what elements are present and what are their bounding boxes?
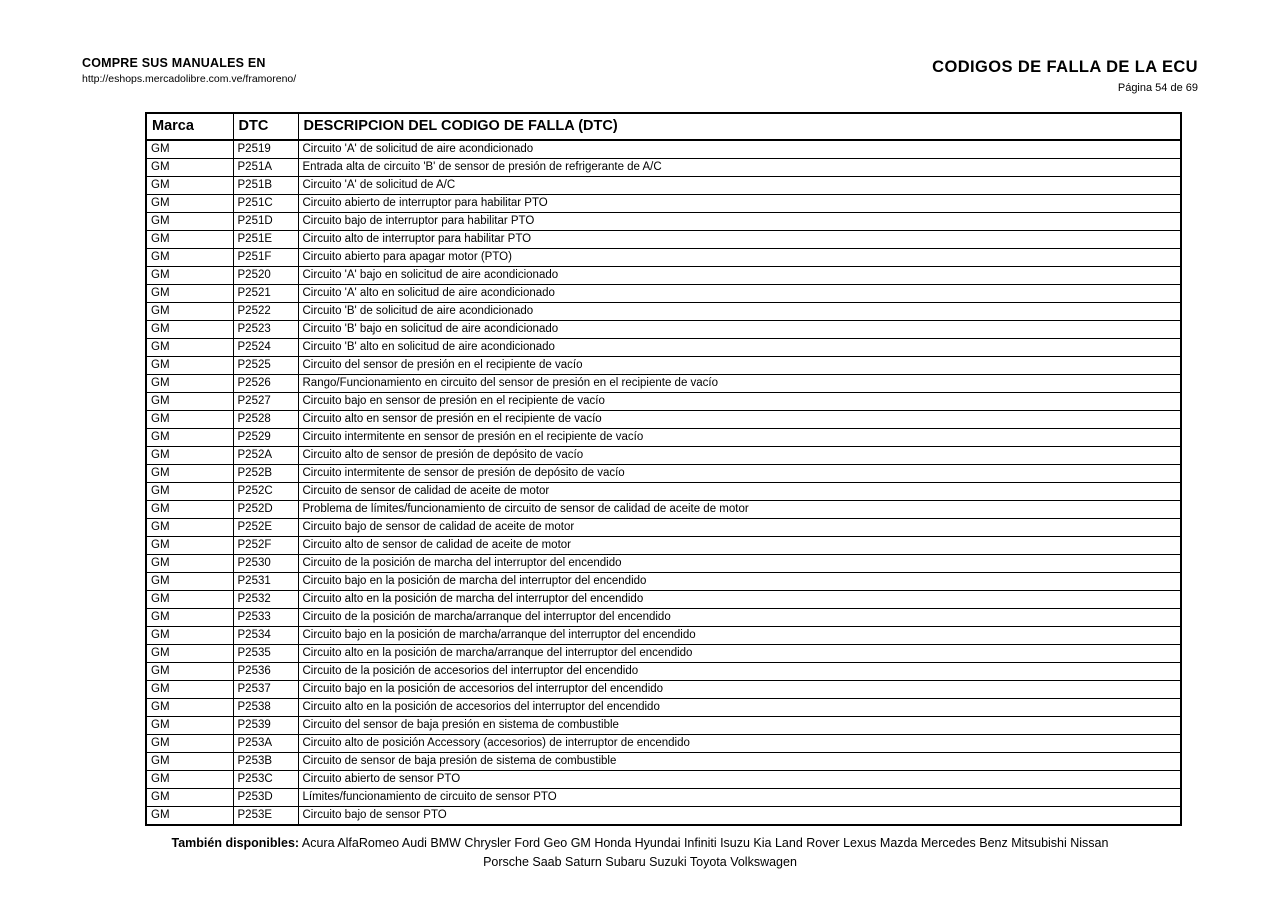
cell-marca: GM xyxy=(146,483,233,501)
column-header-dtc: DTC xyxy=(233,113,298,140)
table-row xyxy=(146,447,1181,465)
cell-dtc: P253B xyxy=(233,753,298,771)
cell-marca: GM xyxy=(146,393,233,411)
cell-dtc: P253E xyxy=(233,807,298,826)
cell-marca: GM xyxy=(146,213,233,231)
cell-dtc: P251A xyxy=(233,159,298,177)
cell-dtc: P2538 xyxy=(233,699,298,717)
cell-descripcion: Circuito de la posición de marcha/arranque del interruptor del encendido xyxy=(298,609,1181,627)
cell-marca: GM xyxy=(146,519,233,537)
cell-dtc: P2534 xyxy=(233,627,298,645)
cell-dtc: P252F xyxy=(233,537,298,555)
cell-dtc: P2533 xyxy=(233,609,298,627)
cell-descripcion: Circuito 'A' de solicitud de A/C xyxy=(298,177,1181,195)
table-row xyxy=(146,591,1181,609)
cell-dtc: P2523 xyxy=(233,321,298,339)
cell-marca: GM xyxy=(146,555,233,573)
cell-marca: GM xyxy=(146,645,233,663)
cell-marca: GM xyxy=(146,609,233,627)
cell-dtc: P2529 xyxy=(233,429,298,447)
cell-dtc: P253D xyxy=(233,789,298,807)
table-row xyxy=(146,609,1181,627)
cell-marca: GM xyxy=(146,357,233,375)
cell-descripcion: Circuito bajo en la posición de marcha del interruptor del encendido xyxy=(298,573,1181,591)
cell-dtc: P2527 xyxy=(233,393,298,411)
cell-descripcion: Circuito de sensor de baja presión de sistema de combustible xyxy=(298,753,1181,771)
table-row xyxy=(146,393,1181,411)
cell-descripcion: Circuito 'B' de solicitud de aire acondicionado xyxy=(298,303,1181,321)
cell-marca: GM xyxy=(146,699,233,717)
cell-descripcion: Circuito alto de sensor de presión de depósito de vacío xyxy=(298,447,1181,465)
table-row xyxy=(146,267,1181,285)
cell-dtc: P252E xyxy=(233,519,298,537)
cell-descripcion: Circuito alto en la posición de accesorios del interruptor del encendido xyxy=(298,699,1181,717)
table-row xyxy=(146,140,1181,159)
cell-marca: GM xyxy=(146,717,233,735)
cell-marca: GM xyxy=(146,411,233,429)
cell-descripcion: Rango/Funcionamiento en circuito del sensor de presión en el recipiente de vacío xyxy=(298,375,1181,393)
table-row xyxy=(146,411,1181,429)
cell-dtc: P251C xyxy=(233,195,298,213)
cell-marca: GM xyxy=(146,159,233,177)
page-number: Página 54 de 69 xyxy=(1117,82,1198,94)
footer-label: También disponibles: xyxy=(171,836,300,850)
cell-descripcion: Circuito bajo en sensor de presión en el recipiente de vacío xyxy=(298,393,1181,411)
table-row xyxy=(146,735,1181,753)
table-row xyxy=(146,249,1181,267)
cell-marca: GM xyxy=(146,573,233,591)
table-row xyxy=(146,321,1181,339)
table-row xyxy=(146,771,1181,789)
table-row xyxy=(146,357,1181,375)
table-row xyxy=(146,285,1181,303)
cell-dtc: P2528 xyxy=(233,411,298,429)
table-row xyxy=(146,537,1181,555)
cell-descripcion: Circuito de la posición de marcha del interruptor del encendido xyxy=(298,555,1181,573)
cell-marca: GM xyxy=(146,339,233,357)
cell-marca: GM xyxy=(146,681,233,699)
table-row xyxy=(146,429,1181,447)
table-header-row xyxy=(146,113,1181,140)
cell-descripcion: Circuito de la posición de accesorios del interruptor del encendido xyxy=(298,663,1181,681)
cell-marca: GM xyxy=(146,447,233,465)
cell-dtc: P252A xyxy=(233,447,298,465)
cell-descripcion: Circuito alto en la posición de marcha del interruptor del encendido xyxy=(298,591,1181,609)
cell-descripcion: Circuito abierto para apagar motor (PTO) xyxy=(298,249,1181,267)
cell-dtc: P253A xyxy=(233,735,298,753)
cell-marca: GM xyxy=(146,465,233,483)
cell-descripcion: Circuito 'A' bajo en solicitud de aire acondicionado xyxy=(298,267,1181,285)
cell-marca: GM xyxy=(146,285,233,303)
table-row xyxy=(146,195,1181,213)
table-row xyxy=(146,159,1181,177)
cell-descripcion: Límites/funcionamiento de circuito de sensor PTO xyxy=(298,789,1181,807)
cell-descripcion: Circuito alto de interruptor para habilitar PTO xyxy=(298,231,1181,249)
dtc-table xyxy=(145,112,1182,826)
cell-marca: GM xyxy=(146,771,233,789)
cell-dtc: P2536 xyxy=(233,663,298,681)
cell-descripcion: Circuito intermitente de sensor de presión de depósito de vacío xyxy=(298,465,1181,483)
header-right xyxy=(932,58,1198,94)
cell-dtc: P2522 xyxy=(233,303,298,321)
table-row xyxy=(146,573,1181,591)
header-left xyxy=(82,56,296,85)
cell-descripcion: Circuito bajo en la posición de marcha/arranque del interruptor del encendido xyxy=(298,627,1181,645)
cell-marca: GM xyxy=(146,663,233,681)
cell-dtc: P2521 xyxy=(233,285,298,303)
table-row xyxy=(146,177,1181,195)
cell-descripcion: Circuito del sensor de presión en el recipiente de vacío xyxy=(298,357,1181,375)
table-row xyxy=(146,717,1181,735)
cell-marca: GM xyxy=(146,429,233,447)
cell-marca: GM xyxy=(146,789,233,807)
table-row xyxy=(146,231,1181,249)
cell-dtc: P2530 xyxy=(233,555,298,573)
cell-dtc: P253C xyxy=(233,771,298,789)
footer-brands-2: Porsche Saab Saturn Subaru Suzuki Toyota Volkswagen xyxy=(483,855,797,869)
cell-descripcion: Circuito bajo en la posición de accesorios del interruptor del encendido xyxy=(298,681,1181,699)
cell-descripcion: Circuito abierto de interruptor para habilitar PTO xyxy=(298,195,1181,213)
cell-descripcion: Circuito alto en la posición de marcha/arranque del interruptor del encendido xyxy=(298,645,1181,663)
table-row xyxy=(146,303,1181,321)
cell-marca: GM xyxy=(146,249,233,267)
cell-marca: GM xyxy=(146,321,233,339)
cell-dtc: P2519 xyxy=(233,140,298,159)
cell-marca: GM xyxy=(146,501,233,519)
cell-marca: GM xyxy=(146,375,233,393)
table-row xyxy=(146,753,1181,771)
cell-descripcion: Circuito bajo de sensor de calidad de aceite de motor xyxy=(298,519,1181,537)
cell-descripcion: Problema de límites/funcionamiento de circuito de sensor de calidad de aceite de motor xyxy=(298,501,1181,519)
cell-dtc: P2524 xyxy=(233,339,298,357)
cell-dtc: P2531 xyxy=(233,573,298,591)
cell-marca: GM xyxy=(146,537,233,555)
cell-marca: GM xyxy=(146,231,233,249)
table-row xyxy=(146,789,1181,807)
cell-descripcion: Circuito intermitente en sensor de presión en el recipiente de vacío xyxy=(298,429,1181,447)
cell-dtc: P252D xyxy=(233,501,298,519)
cell-dtc: P251E xyxy=(233,231,298,249)
cell-marca: GM xyxy=(146,177,233,195)
table-row xyxy=(146,483,1181,501)
cell-dtc: P2537 xyxy=(233,681,298,699)
table-row xyxy=(146,663,1181,681)
column-header-marca: Marca xyxy=(146,113,233,140)
table-row xyxy=(146,339,1181,357)
cell-marca: GM xyxy=(146,591,233,609)
cell-dtc: P2539 xyxy=(233,717,298,735)
footer xyxy=(0,834,1280,872)
cell-marca: GM xyxy=(146,807,233,826)
table-row xyxy=(146,501,1181,519)
cell-marca: GM xyxy=(146,735,233,753)
shop-title: COMPRE SUS MANUALES EN xyxy=(82,56,266,70)
cell-dtc: P252B xyxy=(233,465,298,483)
cell-dtc: P251D xyxy=(233,213,298,231)
cell-marca: GM xyxy=(146,627,233,645)
cell-dtc: P2526 xyxy=(233,375,298,393)
table-row xyxy=(146,555,1181,573)
table-row xyxy=(146,681,1181,699)
table-row xyxy=(146,645,1181,663)
cell-marca: GM xyxy=(146,753,233,771)
cell-descripcion: Circuito abierto de sensor PTO xyxy=(298,771,1181,789)
table-row xyxy=(146,627,1181,645)
cell-dtc: P251B xyxy=(233,177,298,195)
table-row xyxy=(146,465,1181,483)
cell-dtc: P2535 xyxy=(233,645,298,663)
cell-descripcion: Circuito bajo de sensor PTO xyxy=(298,807,1181,826)
column-header-descripcion: DESCRIPCION DEL CODIGO DE FALLA (DTC) xyxy=(298,113,1181,140)
cell-dtc: P252C xyxy=(233,483,298,501)
cell-descripcion: Circuito 'B' bajo en solicitud de aire acondicionado xyxy=(298,321,1181,339)
table-row xyxy=(146,375,1181,393)
cell-descripcion: Circuito 'A' de solicitud de aire acondicionado xyxy=(298,140,1181,159)
dtc-table-body xyxy=(146,140,1181,825)
cell-descripcion: Circuito bajo de interruptor para habilitar PTO xyxy=(298,213,1181,231)
cell-descripcion: Circuito del sensor de baja presión en sistema de combustible xyxy=(298,717,1181,735)
shop-url: http://eshops.mercadolibre.com.ve/framoreno/ xyxy=(82,73,297,85)
cell-marca: GM xyxy=(146,195,233,213)
footer-line-1 xyxy=(0,834,1280,853)
cell-descripcion: Circuito alto de posición Accessory (accesorios) de interruptor de encendido xyxy=(298,735,1181,753)
cell-descripcion: Entrada alta de circuito 'B' de sensor de presión de refrigerante de A/C xyxy=(298,159,1181,177)
cell-dtc: P2532 xyxy=(233,591,298,609)
document-title: CODIGOS DE FALLA DE LA ECU xyxy=(932,58,1198,76)
cell-descripcion: Circuito alto en sensor de presión en el recipiente de vacío xyxy=(298,411,1181,429)
cell-descripcion: Circuito 'A' alto en solicitud de aire acondicionado xyxy=(298,285,1181,303)
table-row xyxy=(146,519,1181,537)
table-row xyxy=(146,213,1181,231)
cell-dtc: P2525 xyxy=(233,357,298,375)
table-row xyxy=(146,699,1181,717)
cell-marca: GM xyxy=(146,267,233,285)
cell-marca: GM xyxy=(146,303,233,321)
cell-descripcion: Circuito alto de sensor de calidad de aceite de motor xyxy=(298,537,1181,555)
cell-marca: GM xyxy=(146,140,233,159)
cell-dtc: P251F xyxy=(233,249,298,267)
table-row xyxy=(146,807,1181,826)
table-header xyxy=(146,113,1181,140)
cell-descripcion: Circuito 'B' alto en solicitud de aire acondicionado xyxy=(298,339,1181,357)
cell-dtc: P2520 xyxy=(233,267,298,285)
cell-descripcion: Circuito de sensor de calidad de aceite de motor xyxy=(298,483,1181,501)
footer-brands-1: Acura AlfaRomeo Audi BMW Chrysler Ford Geo GM Honda Hyundai Infiniti Isuzu Kia Land Rover Lexus Mazda Mercedes Benz Mitsubishi Nissan xyxy=(299,836,1109,850)
